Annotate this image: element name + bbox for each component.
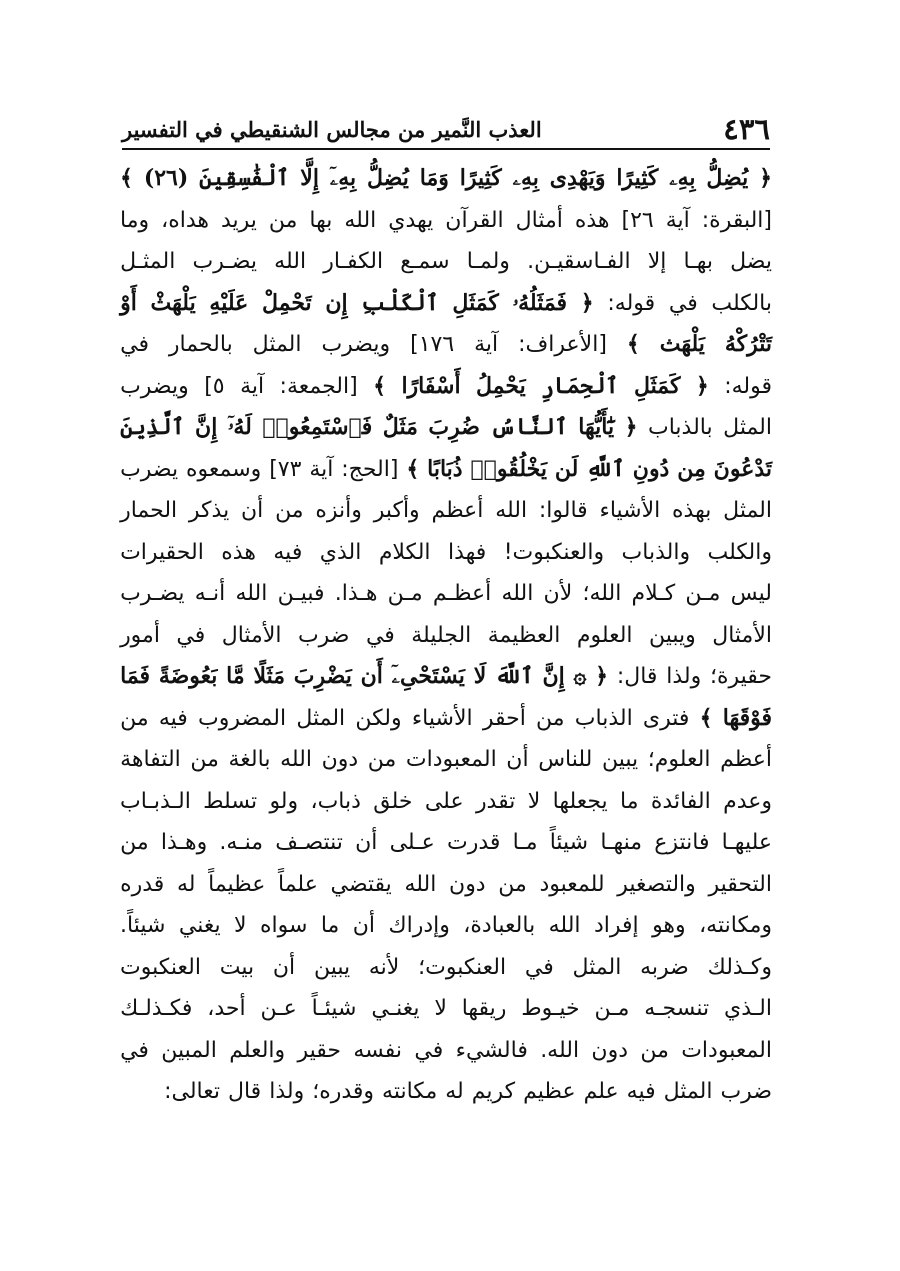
word: ويضرب — [321, 332, 391, 357]
word: ولمـا — [466, 249, 510, 274]
text-line — [120, 1071, 772, 1113]
word: بيت — [219, 954, 255, 980]
word: المثل — [663, 1079, 713, 1104]
quran-word: مِن — [677, 455, 706, 482]
word: أحقر — [482, 705, 526, 731]
word: ضرب — [297, 622, 350, 648]
word: يقتضي — [330, 871, 392, 897]
quran-word: فَمَثَلُهُۥ — [512, 289, 568, 316]
text-line — [120, 739, 772, 781]
quran-word: يَلْهَثْ — [150, 289, 196, 316]
quran-word: وَيَهْدِى — [549, 165, 606, 191]
quran-word: (٢٦) — [143, 165, 189, 191]
word: الـذي — [723, 996, 772, 1021]
word: ولذا — [269, 1079, 305, 1104]
quran-word: إِنَّ — [195, 414, 218, 440]
word: ولكن — [355, 705, 402, 731]
word: قوله: — [607, 290, 656, 316]
word: في — [365, 622, 395, 648]
word: وعدم — [723, 788, 772, 814]
page-header — [122, 112, 770, 150]
text-line — [120, 822, 772, 864]
word: يذكر — [188, 498, 230, 523]
word: أن — [352, 913, 376, 938]
quran-word: ﴿ — [759, 165, 772, 191]
word: قال: — [616, 664, 658, 689]
word: مـن — [685, 581, 721, 606]
word: بالغة — [228, 747, 271, 772]
quran-word: ﴾ — [373, 372, 386, 399]
quran-word: مَثَلٌ — [382, 414, 418, 440]
text-line — [120, 698, 772, 740]
quran-word: مَثَلًا — [253, 663, 285, 689]
quran-word: يَٰٓأَيُّهَا — [578, 414, 615, 440]
word: ومكانته، — [699, 913, 772, 938]
quran-word: يَلْهَث — [659, 331, 705, 357]
word: من — [367, 747, 397, 772]
word: التفاهة — [120, 747, 181, 772]
quran-word: بَعُوضَةً — [158, 663, 218, 689]
word: في — [120, 1037, 149, 1063]
word: وهو — [652, 913, 686, 938]
word: كريم — [471, 1079, 516, 1104]
word: أن — [241, 498, 264, 523]
quran-word: لَن — [554, 455, 579, 482]
word: وما — [120, 207, 150, 233]
quran-word: إِنَّ — [542, 663, 565, 689]
text-line — [120, 656, 772, 698]
word: خلق — [373, 788, 413, 814]
word: يبين — [313, 954, 351, 980]
word: يضـرب — [192, 249, 257, 274]
word: له — [176, 871, 196, 897]
word: ما — [320, 913, 340, 938]
word: والعنكبوت! — [503, 539, 605, 565]
quran-word: لَهُۥٓ — [227, 414, 252, 440]
word: لأنه — [368, 954, 400, 980]
word: عظيم — [523, 1079, 576, 1104]
word: [الحج: — [341, 456, 399, 482]
word: ما — [620, 788, 639, 814]
word: بالعبادة، — [463, 913, 536, 938]
word: ٧٣] — [269, 456, 302, 482]
word: ٥] — [204, 373, 225, 399]
word: فترى — [642, 705, 690, 731]
word: المثل — [723, 415, 772, 440]
quran-word: ﴿ — [695, 372, 709, 399]
word: الله — [235, 581, 268, 606]
word: للناس — [538, 747, 593, 772]
quran-word: دُونِ — [632, 455, 670, 482]
quran-word: ﴾ — [120, 165, 133, 191]
word: مـا — [512, 830, 538, 855]
word: المثل — [572, 954, 622, 980]
word: تعالى: — [164, 1079, 220, 1104]
word: الله — [495, 498, 528, 523]
quran-word: ضُرِبَ — [428, 414, 480, 440]
text-line — [120, 1030, 772, 1072]
quran-word: يَضْرِبَ — [293, 663, 352, 689]
word: يضل — [730, 249, 772, 274]
word: بالذباب — [648, 415, 713, 440]
word: ويبين — [648, 622, 696, 648]
word: في — [176, 622, 206, 648]
word: وإدراك — [388, 913, 450, 938]
word: مـن — [387, 581, 423, 606]
word: أن — [355, 830, 378, 855]
quran-word: ٱلَّذِينَ — [120, 414, 185, 440]
word: الحقيرات — [120, 539, 204, 565]
quran-word: ۞ — [573, 663, 587, 689]
word: منـه. — [219, 830, 264, 855]
word: ٢٦] — [621, 207, 654, 233]
word: بهـا — [683, 249, 713, 274]
quran-word: أَن — [360, 663, 383, 689]
word: هذه — [574, 207, 610, 233]
quran-word: ﴿ — [580, 289, 594, 316]
quran-word: أَوْ — [120, 289, 137, 316]
word: الله — [344, 207, 377, 233]
word: العنكبوت — [120, 954, 201, 980]
quran-word: كَثِيرًا — [459, 165, 502, 191]
word: الـذبـاب — [120, 788, 191, 814]
word: آية — [665, 207, 690, 233]
running-title: العذب النَّمير من مجالس الشنقيطي في التفسير — [122, 117, 542, 142]
word: ضرب — [720, 1079, 772, 1104]
word: يهدي — [388, 207, 434, 233]
word: الأمثال — [712, 622, 772, 648]
word: دون — [321, 747, 359, 772]
word: المثل — [252, 332, 302, 357]
word: عـلى — [389, 830, 435, 855]
text-line — [120, 988, 772, 1030]
word: الجليلة — [411, 622, 472, 648]
word: بالكلب — [711, 290, 772, 316]
word: كـلام — [631, 581, 676, 606]
word: يغنـي — [371, 996, 420, 1021]
text-line — [120, 573, 772, 615]
word: خيـوط — [521, 996, 580, 1021]
word: دون — [449, 871, 486, 897]
word: العظيمة — [487, 622, 561, 648]
word: ليس — [730, 581, 772, 606]
word: فبيـن — [277, 581, 325, 606]
word: قال — [227, 1079, 262, 1104]
quran-word: إِن — [325, 289, 348, 316]
word: مكانته — [382, 1079, 438, 1104]
text-line — [120, 324, 772, 366]
word: علم — [583, 1079, 619, 1104]
quran-word: مَّا — [226, 663, 245, 689]
word: المضروب — [198, 705, 287, 731]
word: له — [445, 1079, 464, 1104]
word: والتصغير — [617, 871, 696, 897]
text-line — [120, 615, 772, 657]
word: يغني — [178, 913, 221, 938]
word: قدره — [120, 871, 165, 897]
word: الله — [501, 581, 534, 606]
word: من — [536, 705, 565, 731]
word: لا — [434, 996, 447, 1021]
word: والذباب — [621, 539, 691, 565]
word: فهذا — [447, 539, 487, 565]
word: دون — [591, 1037, 628, 1063]
text-line — [120, 947, 772, 989]
word: نفسه — [353, 1037, 403, 1063]
text-line — [120, 490, 772, 532]
word: للمعبود — [539, 871, 605, 897]
quran-word: ذُبَابًا — [427, 455, 463, 482]
quran-word: ﴿ — [595, 663, 609, 689]
word: تنسجـه — [644, 996, 710, 1021]
word: من — [120, 830, 149, 855]
word: وسمعوه — [186, 456, 262, 482]
word: الله — [548, 913, 581, 938]
word: آية — [240, 373, 265, 399]
word: هذه — [221, 539, 256, 565]
word: والعلم — [229, 1037, 286, 1063]
word: لا — [527, 788, 541, 814]
quran-word: يُضِلُّ — [706, 165, 749, 191]
quran-word: يَحْمِلُ — [476, 372, 526, 399]
word: شيئـاً — [311, 996, 357, 1021]
word: علماً — [278, 871, 318, 897]
word: المثل — [723, 498, 772, 523]
page-number: ٤٣٦ — [723, 112, 770, 146]
word: من — [120, 705, 149, 731]
word: المبين — [161, 1037, 217, 1063]
quran-word: ﴾ — [626, 331, 640, 357]
word: هداه، — [161, 207, 209, 233]
word: فيه — [158, 705, 188, 731]
word: قالوا: — [538, 498, 588, 523]
word: الأمثال — [221, 622, 282, 648]
word: في — [120, 332, 149, 357]
word: عظيماً — [208, 871, 266, 897]
word: بها — [309, 207, 333, 233]
quran-word: لَا — [473, 663, 487, 689]
text-line — [120, 241, 772, 283]
word: لأن — [543, 581, 573, 606]
quran-word: ٱلْفَٰسِقِينَ — [199, 165, 290, 191]
body-text — [120, 158, 772, 1113]
word: حقيرة؛ — [709, 664, 772, 689]
word: فانتزع — [654, 830, 710, 855]
word: سواه — [259, 913, 308, 938]
word: آية — [309, 456, 334, 482]
word: لا — [234, 913, 247, 938]
quran-word: بِهِۦ — [512, 165, 539, 191]
word: آية — [474, 332, 499, 357]
word: فالشيء — [455, 1037, 528, 1063]
word: ولذا — [666, 664, 702, 689]
text-line — [120, 532, 772, 574]
word: أن — [506, 747, 529, 772]
word: تسلط — [203, 788, 258, 814]
word: قدرت — [446, 830, 501, 855]
word: فيه — [626, 1079, 656, 1104]
word: الذي — [319, 539, 362, 565]
word: فيه — [273, 539, 303, 565]
word: فكـذلـك — [120, 996, 193, 1021]
word: ريقها — [461, 996, 507, 1021]
word: ضربه — [640, 954, 689, 980]
word: أعظم — [431, 498, 484, 523]
quran-word: فَوْقَهَا — [722, 704, 772, 731]
word: الأشياء — [411, 705, 473, 731]
word: [البقرة: — [701, 207, 772, 233]
word: الفـاسقيـن. — [527, 249, 631, 274]
word: منهـا — [600, 830, 643, 855]
word: الكلام — [378, 539, 431, 565]
quran-word: تَدْعُونَ — [713, 455, 772, 482]
word: الله؛ — [582, 581, 622, 606]
word: بالحمار — [168, 332, 233, 357]
word: سمـع — [400, 249, 450, 274]
word: أحد، — [207, 996, 246, 1021]
quran-word: وَمَا — [419, 165, 449, 191]
word: وأكبر — [373, 498, 420, 523]
quran-word: ﴿ — [624, 414, 638, 440]
word: عـن — [260, 996, 297, 1021]
word: المثـل — [120, 249, 176, 274]
word: التحقير — [708, 871, 772, 897]
word: أعظـم — [432, 581, 492, 606]
quran-word: تَتْرُكْهُ — [724, 331, 772, 357]
word: يبين — [601, 747, 639, 772]
word: بهذه — [672, 498, 712, 523]
word: المثل — [296, 705, 346, 731]
quran-word: أَسْفَارًا — [401, 372, 461, 399]
word: تقدر — [475, 788, 516, 814]
word: من — [498, 871, 527, 897]
word: في — [414, 1037, 444, 1063]
word: [الأعراف: — [518, 332, 607, 357]
word: المعبودات — [405, 747, 497, 772]
word: على — [424, 788, 464, 814]
quran-word: بِهِۦ — [669, 165, 696, 191]
word: قوله: — [724, 373, 772, 399]
word: أمور — [120, 622, 160, 648]
quran-word: إِلَّا — [300, 165, 319, 191]
quran-word: ٱلنَّاسُ — [490, 414, 568, 440]
word: يضـرب — [120, 581, 185, 606]
word: يريد — [220, 207, 257, 233]
word: [الجمعة: — [279, 373, 358, 399]
word: شيئاً. — [120, 913, 166, 938]
quran-word: كَمَثَلِ — [452, 289, 499, 316]
word: ولو — [269, 788, 299, 814]
quran-word: ٱللَّهَ — [495, 663, 534, 689]
quran-word: ٱلْكَلْبِ — [361, 289, 439, 316]
quran-word: ٱللَّهِ — [586, 455, 625, 482]
text-line — [120, 366, 772, 408]
word: المعبودات — [681, 1037, 772, 1063]
word: الله. — [540, 1037, 580, 1063]
text-line — [120, 200, 772, 242]
word: العنكبوت؛ — [418, 954, 507, 980]
word: يضرب — [120, 456, 179, 482]
word: من — [640, 1037, 669, 1063]
quran-word: عَلَيْهِ — [209, 289, 249, 316]
word: العلوم؛ — [647, 747, 711, 772]
quran-word: كَثِيرًا — [616, 165, 659, 191]
text-line — [120, 905, 772, 947]
word: العلوم — [576, 622, 633, 648]
quran-word: يَسْتَحْىِۦٓ — [391, 663, 465, 689]
word: في — [524, 954, 554, 980]
word: الله — [280, 747, 312, 772]
quran-word: يَخْلُقُوا۟ — [470, 455, 547, 482]
word: شيئاً — [549, 830, 589, 855]
quran-word: فَٱسْتَمِعُوا۟ — [262, 414, 373, 440]
text-line — [120, 864, 772, 906]
word: إلا — [647, 249, 667, 274]
word: يجعلها — [552, 788, 608, 814]
word: تنتصـف — [275, 830, 343, 855]
text-line — [120, 449, 772, 491]
word: الحمار — [120, 498, 178, 523]
word: من — [268, 207, 298, 233]
word: هـذا. — [334, 581, 378, 606]
word: الفائدة — [650, 788, 711, 814]
word: الله — [404, 871, 437, 897]
word: الكفـار — [323, 249, 384, 274]
text-line — [120, 781, 772, 823]
word: أنـه — [194, 581, 226, 606]
quran-word: ٱلْحِمَارِ — [541, 372, 619, 399]
quran-word: تَحْمِلْ — [261, 289, 312, 316]
word: وأنزه — [315, 498, 362, 523]
word: في — [668, 290, 698, 316]
word: عليهـا — [721, 830, 772, 855]
word: من — [190, 747, 219, 772]
word: ذباب، — [310, 788, 361, 814]
text-line — [120, 283, 772, 325]
word: من — [275, 498, 304, 523]
word: الذباب — [574, 705, 633, 731]
word: والكلب — [707, 539, 772, 565]
quran-word: كَمَثَلِ — [633, 372, 681, 399]
word: وهـذا — [160, 830, 208, 855]
word: ١٧٦] — [410, 332, 455, 357]
word: وقدره؛ — [312, 1079, 375, 1104]
word: الله — [274, 249, 307, 274]
word: إفراد — [593, 913, 639, 938]
text-line — [120, 158, 772, 200]
quran-word: يُضِلُّ — [366, 165, 409, 191]
word: ويضرب — [120, 373, 189, 399]
word: أن — [272, 954, 296, 980]
word: القرآن — [445, 207, 504, 233]
word: أعظم — [720, 747, 772, 772]
word: مـن — [594, 996, 630, 1021]
text-line — [120, 407, 772, 449]
word: أمثال — [515, 207, 563, 233]
quran-word: ﴾ — [406, 455, 420, 482]
word: وكـذلك — [707, 954, 772, 980]
quran-word: بِهِۦٓ — [329, 165, 357, 191]
quran-word: ﴾ — [699, 704, 713, 731]
word: حقير — [297, 1037, 342, 1063]
quran-word: فَمَا — [120, 663, 151, 689]
word: الأشياء — [599, 498, 661, 523]
